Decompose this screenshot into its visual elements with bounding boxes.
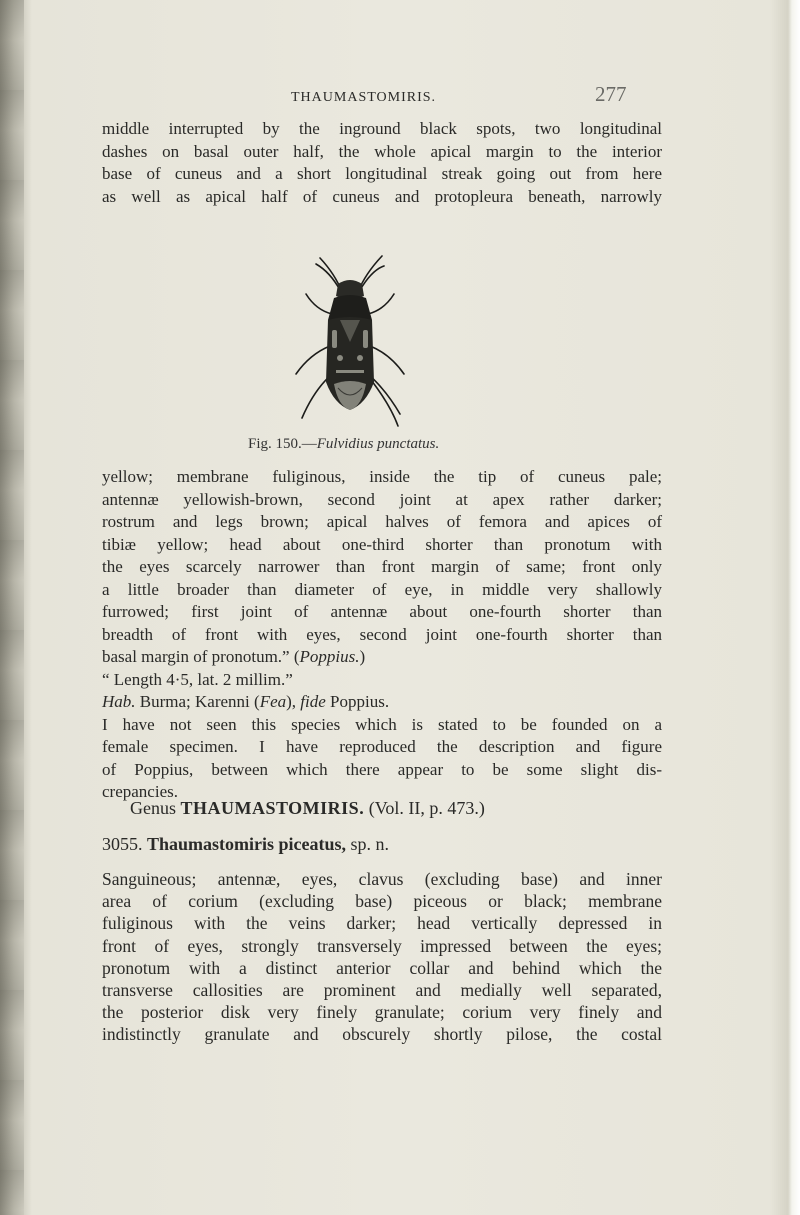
text-line: area of corium (excluding base) piceous or black; membrane [102,891,662,912]
text-line: yellow; membrane fuliginous, inside the tip of cuneus pale; [102,467,662,486]
text-line: tibiæ yellow; head about one-third shorter than pronotum with [102,534,662,554]
binding-shadow [0,0,24,1215]
figure-caption [248,436,439,453]
text-line: middle interrupted by the inground black spots, two longitudinal [102,119,662,138]
species-description [102,868,662,1046]
genus-heading [130,798,485,819]
genus-name: THAUMASTOMIRIS. [180,798,365,818]
description-paragraph [102,466,662,804]
top-paragraph [102,118,662,208]
fide-word: fide [300,692,326,711]
text-line: female specimen. I have reproduced the description and figure [102,737,662,756]
species-name: Thaumastomiris piceatus, [147,834,347,854]
habitat-text: ), [286,692,301,711]
collector-name: Fea [259,692,287,711]
author-citation: Poppius. [299,647,360,666]
figure-species-name: Fulvidius punctatus. [316,436,440,452]
text-line: of Poppius, between which there appear to be some slight dis- [102,759,662,779]
text-line: front of eyes, strongly transversely impressed between the eyes; [102,935,662,956]
text-line: crepancies. [102,782,178,801]
text-line-basal [102,646,662,669]
page-number: 277 [595,82,627,106]
insect-illustration [280,254,420,429]
text-line: pronotum with a distinct anterior collar and behind which the [102,957,662,978]
text-line: fuliginous with the veins darker; head vertically depressed in [102,913,662,934]
text-line: dashes on basal outer half, the whole apical margin to the interior [102,141,662,161]
text-line: I have not seen this species which is stated to be founded on a [102,714,662,734]
running-head: THAUMASTOMIRIS. [291,90,437,105]
species-suffix: sp. n. [346,834,390,854]
basal-text: basal margin of pronotum.” [102,647,290,666]
page-header [0,82,800,112]
species-heading [102,834,389,855]
habitat-label: Hab. [102,692,136,711]
figure-label: Fig. 150.— [248,436,317,452]
text-line: a little broader than diameter of eye, in middle very shallowly [102,579,662,599]
paren-close: ) [359,647,366,666]
text-line: antennæ yellowish-brown, second joint at apex rather darker; [102,489,662,509]
text-line: breadth of front with eyes, second joint one-fourth shorter than [102,624,662,644]
text-line: Sanguineous; antennæ, eyes, clavus (excluding base) and inner [102,869,662,889]
genus-reference: (Vol. II, p. 473.) [368,798,485,818]
text-line: furrowed; first joint of antennæ about one-fourth shorter than [102,602,662,621]
text-line: rostrum and legs brown; apical halves of femora and apices of [102,512,662,531]
species-number: 3055. [102,834,143,854]
text-line: the eyes scarcely narrower than front margin of same; front only [102,557,662,576]
habitat-text: Poppius. [325,692,390,711]
length-line: “ Length 4·5, lat. 2 millim.” [102,669,293,689]
habitat-line [102,691,662,714]
text-line: as well as apical half of cuneus and protopleura beneath, narrowly [102,186,662,206]
text-line: the posterior disk very finely granulate; corium very finely and [102,1002,662,1023]
habitat-text: Burma; Karenni ( [135,692,260,711]
text-line: transverse callosities are prominent and medially well separated, [102,980,662,1001]
text-line: base of cuneus and a short longitudinal streak going out from here [102,164,662,183]
genus-prefix: Genus [130,798,181,818]
text-line: indistinctly granulate and obscurely shortly pilose, the costal [102,1024,662,1045]
paren-open: ( [293,647,300,666]
